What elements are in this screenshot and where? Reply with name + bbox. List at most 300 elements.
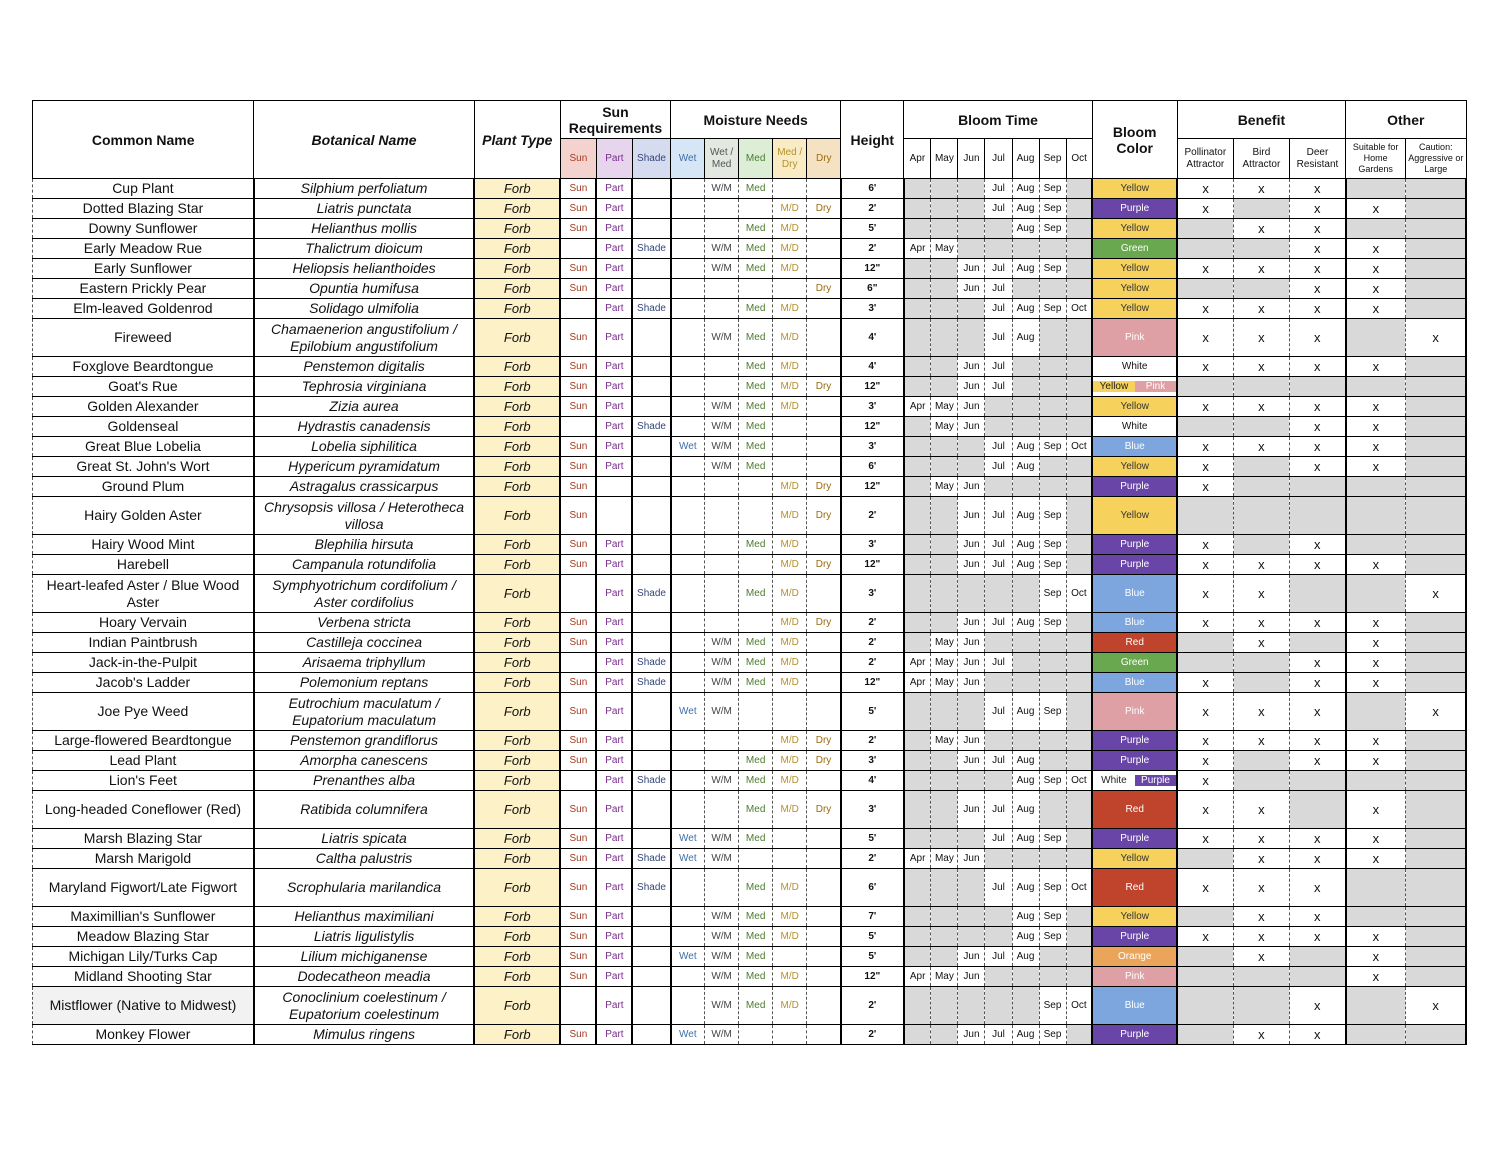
table-row [33,259,1467,279]
other-cell: x [1346,613,1406,633]
moisture-cell: M/D [773,771,807,791]
table-row [33,1025,1467,1045]
bloom-month-cell [958,179,985,199]
bloom-month-cell [958,927,985,947]
sun-cell [632,477,670,497]
bloom-color-cell: Blue [1092,437,1177,457]
other-cell [1406,751,1466,771]
botanical-name-cell: Polemonium reptans [254,673,474,693]
table-row [33,849,1467,869]
other-cell: x [1346,731,1406,751]
bloom-month-cell [1012,653,1039,673]
moisture-cell [671,927,705,947]
botanical-name-cell: Liatris punctata [254,199,474,219]
moisture-cell: W/M [705,179,739,199]
benefit-cell: x [1233,633,1289,653]
bloom-month-cell: Jul [985,299,1012,319]
sun-cell: Sun [560,907,596,927]
plant-type-cell: Forb [474,199,560,219]
benefit-cell: x [1177,457,1233,477]
plant-type-cell: Forb [474,731,560,751]
sun-cell [632,497,670,535]
plant-type-cell: Forb [474,575,560,613]
moisture-cell [807,633,841,653]
benefit-cell: x [1289,417,1345,437]
other-cell: x [1346,829,1406,849]
moisture-cell [671,417,705,437]
bloom-month-cell: May [931,239,958,259]
header-month-may: May [931,139,958,179]
moisture-cell: M/D [773,199,807,219]
height-cell: 2' [841,497,904,535]
moisture-cell: W/M [705,693,739,731]
bloom-month-cell: Oct [1066,299,1092,319]
bloom-month-cell: Apr [904,673,931,693]
other-cell [1346,477,1406,497]
moisture-cell [807,397,841,417]
other-cell: x [1346,947,1406,967]
moisture-cell: Med [739,397,773,417]
height-cell: 2' [841,731,904,751]
bloom-month-cell: Apr [904,653,931,673]
common-name-cell: Jack-in-the-Pulpit [33,653,254,673]
moisture-cell: Med [739,771,773,791]
botanical-name-cell: Heliopsis helianthoides [254,259,474,279]
bloom-month-cell: Sep [1039,299,1066,319]
botanical-name-cell: Conoclinium coelestinum / Eupatorium coelestinum [254,987,474,1025]
sun-cell [632,947,670,967]
moisture-cell [739,497,773,535]
moisture-cell: Dry [807,791,841,829]
table-row [33,771,1467,791]
bloom-month-cell: Sep [1039,869,1066,907]
other-cell [1346,319,1406,357]
benefit-cell [1177,947,1233,967]
bloom-month-cell [1066,907,1092,927]
moisture-cell: Dry [807,199,841,219]
moisture-cell: Dry [807,279,841,299]
botanical-name-cell: Eutrochium maculatum / Eupatorium maculatum [254,693,474,731]
bloom-color-cell: Purple [1092,535,1177,555]
bloom-month-cell [931,869,958,907]
common-name-cell: Large-flowered Beardtongue [33,731,254,751]
bloom-month-cell [904,219,931,239]
bloom-month-cell [1066,497,1092,535]
bloom-month-cell [904,477,931,497]
moisture-cell [807,673,841,693]
other-cell [1406,497,1466,535]
bloom-color-swatch: Pink [1135,381,1177,392]
sun-cell: Shade [632,653,670,673]
bloom-month-cell [1066,849,1092,869]
bloom-month-cell [1039,731,1066,751]
sun-cell [632,987,670,1025]
height-cell: 2' [841,849,904,869]
table-row [33,397,1467,417]
plant-type-cell: Forb [474,869,560,907]
bloom-color-cell: Yellow [1092,907,1177,927]
bloom-month-cell [1066,199,1092,219]
botanical-name-cell: Symphyotrichum cordifolium / Aster cordifolius [254,575,474,613]
plant-type-cell: Forb [474,555,560,575]
bloom-month-cell: Jun [958,497,985,535]
bloom-month-cell: Sep [1039,199,1066,219]
bloom-color-split [1093,381,1176,392]
moisture-cell: M/D [773,357,807,377]
bloom-month-cell [958,299,985,319]
benefit-cell: x [1177,575,1233,613]
bloom-month-cell [958,987,985,1025]
common-name-cell: Jacob's Ladder [33,673,254,693]
moisture-cell: Med [739,869,773,907]
bloom-month-cell: Sep [1039,829,1066,849]
plant-type-cell: Forb [474,1025,560,1045]
other-cell [1406,673,1466,693]
bloom-month-cell: Aug [1012,319,1039,357]
table-row [33,279,1467,299]
other-cell: x [1346,751,1406,771]
other-cell: x [1346,673,1406,693]
botanical-name-cell: Helianthus mollis [254,219,474,239]
moisture-cell: Dry [807,731,841,751]
bloom-month-cell [904,377,931,397]
benefit-cell [1289,377,1345,397]
other-cell: x [1406,575,1466,613]
bloom-month-cell: Jun [958,1025,985,1045]
sun-cell: Part [596,633,632,653]
bloom-month-cell [1012,849,1039,869]
moisture-cell [739,613,773,633]
bloom-month-cell [958,219,985,239]
benefit-cell: x [1177,259,1233,279]
common-name-cell: Michigan Lily/Turks Cap [33,947,254,967]
bloom-month-cell [1012,731,1039,751]
moisture-cell [705,477,739,497]
benefit-cell: x [1177,791,1233,829]
bloom-color-cell: Purple [1092,199,1177,219]
bloom-month-cell: Aug [1012,927,1039,947]
moisture-cell [705,219,739,239]
other-cell: x [1346,967,1406,987]
benefit-cell: x [1233,947,1289,967]
other-cell [1406,927,1466,947]
sun-cell: Part [596,907,632,927]
other-cell: x [1346,299,1406,319]
bloom-color-cell: Green [1092,653,1177,673]
moisture-cell [807,829,841,849]
table-row [33,633,1467,653]
bloom-month-cell [958,693,985,731]
height-cell: 2' [841,653,904,673]
bloom-month-cell: Jul [985,869,1012,907]
moisture-cell [671,791,705,829]
bloom-color-cell: Purple [1092,1025,1177,1045]
bloom-month-cell: Aug [1012,259,1039,279]
benefit-cell: x [1233,693,1289,731]
bloom-month-cell: Jun [958,653,985,673]
other-cell: x [1406,319,1466,357]
sun-cell: Sun [560,199,596,219]
plant-type-cell: Forb [474,239,560,259]
table-row [33,179,1467,199]
moisture-cell: Wet [671,829,705,849]
other-cell [1406,219,1466,239]
bloom-month-cell [1066,259,1092,279]
bloom-month-cell [904,279,931,299]
bloom-month-cell: Oct [1066,575,1092,613]
bloom-month-cell [1066,457,1092,477]
moisture-cell: M/D [773,791,807,829]
sun-cell: Part [596,397,632,417]
benefit-cell [1233,497,1289,535]
plant-type-cell: Forb [474,259,560,279]
bloom-month-cell [1012,633,1039,653]
sun-cell: Sun [560,477,596,497]
botanical-name-cell: Penstemon grandiflorus [254,731,474,751]
bloom-month-cell [1012,357,1039,377]
benefit-cell [1233,477,1289,497]
other-cell: x [1346,457,1406,477]
table-row [33,555,1467,575]
bloom-month-cell [904,987,931,1025]
sun-cell: Part [596,279,632,299]
bloom-month-cell: Aug [1012,219,1039,239]
bloom-month-cell [1066,613,1092,633]
table-row [33,497,1467,535]
botanical-name-cell: Helianthus maximiliani [254,907,474,927]
other-cell: x [1346,653,1406,673]
benefit-cell: x [1289,731,1345,751]
height-cell: 5' [841,927,904,947]
benefit-cell [1177,1025,1233,1045]
sun-cell: Sun [560,179,596,199]
moisture-cell [705,199,739,219]
sun-cell [560,771,596,791]
moisture-cell [773,437,807,457]
bloom-month-cell: Sep [1039,179,1066,199]
plant-type-cell: Forb [474,751,560,771]
sun-cell: Part [596,829,632,849]
moisture-cell: Med [739,299,773,319]
benefit-cell: x [1177,731,1233,751]
sun-cell [632,199,670,219]
bloom-month-cell [1066,829,1092,849]
bloom-month-cell [985,967,1012,987]
moisture-cell [807,357,841,377]
bloom-month-cell [1039,357,1066,377]
bloom-month-cell [904,791,931,829]
sun-cell [596,497,632,535]
bloom-month-cell: Jul [985,829,1012,849]
bloom-month-cell: Jul [985,613,1012,633]
common-name-cell: Downy Sunflower [33,219,254,239]
moisture-cell [807,575,841,613]
bloom-month-cell [904,497,931,535]
height-cell: 6' [841,457,904,477]
benefit-cell: x [1177,751,1233,771]
moisture-cell: Med [739,947,773,967]
other-cell: x [1346,791,1406,829]
other-cell [1406,357,1466,377]
benefit-cell: x [1177,437,1233,457]
header-sun: Sun [560,139,596,179]
common-name-cell: Long-headed Coneflower (Red) [33,791,254,829]
moisture-cell [807,849,841,869]
benefit-cell: x [1289,199,1345,219]
bloom-month-cell: Aug [1012,1025,1039,1045]
plant-type-cell: Forb [474,357,560,377]
plant-type-cell: Forb [474,771,560,791]
bloom-month-cell: Sep [1039,927,1066,947]
moisture-cell [671,279,705,299]
bloom-month-cell [931,927,958,947]
sun-cell [632,357,670,377]
bloom-month-cell [985,575,1012,613]
botanical-name-cell: Lobelia siphilitica [254,437,474,457]
sun-cell: Part [596,613,632,633]
table-row [33,575,1467,613]
moisture-cell [705,535,739,555]
moisture-cell [671,179,705,199]
other-cell [1346,907,1406,927]
other-cell [1406,633,1466,653]
height-cell: 3' [841,575,904,613]
sun-cell: Shade [632,239,670,259]
common-name-cell: Great Blue Lobelia [33,437,254,457]
table-row [33,751,1467,771]
sun-cell: Part [596,319,632,357]
bloom-month-cell [931,259,958,279]
benefit-cell [1233,771,1289,791]
table-row [33,613,1467,633]
bloom-month-cell: Aug [1012,179,1039,199]
bloom-month-cell [931,947,958,967]
sun-cell [632,437,670,457]
sun-cell: Sun [560,219,596,239]
moisture-cell: W/M [705,967,739,987]
benefit-cell [1177,417,1233,437]
height-cell: 12" [841,967,904,987]
moisture-cell: M/D [773,219,807,239]
moisture-cell: W/M [705,987,739,1025]
bloom-month-cell [931,987,958,1025]
moisture-cell: W/M [705,259,739,279]
sun-cell [632,927,670,947]
bloom-month-cell [1066,731,1092,751]
header-bird-attractor: Bird Attractor [1233,139,1289,179]
benefit-cell: x [1289,849,1345,869]
bloom-month-cell [904,437,931,457]
bloom-month-cell: Jun [958,751,985,771]
other-cell [1346,219,1406,239]
moisture-cell [739,279,773,299]
sun-cell [596,477,632,497]
botanical-name-cell: Liatris spicata [254,829,474,849]
bloom-month-cell [958,437,985,457]
other-cell: x [1346,927,1406,947]
header-bloom-color: Bloom Color [1092,101,1177,179]
native-plant-table [32,100,1467,1045]
header-month-sep: Sep [1039,139,1066,179]
bloom-month-cell: Aug [1012,907,1039,927]
other-cell [1346,535,1406,555]
bloom-month-cell: May [931,673,958,693]
bloom-month-cell [1039,653,1066,673]
moisture-cell: Med [739,357,773,377]
bloom-month-cell: Jul [985,259,1012,279]
sun-cell: Part [596,179,632,199]
plant-type-cell: Forb [474,179,560,199]
moisture-cell: Wet [671,693,705,731]
sun-cell: Sun [560,849,596,869]
benefit-cell [1177,239,1233,259]
benefit-cell [1233,457,1289,477]
height-cell: 3' [841,299,904,319]
benefit-cell: x [1233,613,1289,633]
other-cell [1406,967,1466,987]
bloom-month-cell [1066,653,1092,673]
bloom-month-cell: Sep [1039,771,1066,791]
benefit-cell: x [1233,731,1289,751]
bloom-month-cell [958,575,985,613]
moisture-cell: Med [739,751,773,771]
bloom-month-cell [1066,927,1092,947]
table-row [33,417,1467,437]
sun-cell [632,693,670,731]
bloom-month-cell [1012,673,1039,693]
botanical-name-cell: Amorpha canescens [254,751,474,771]
bloom-month-cell [931,751,958,771]
bloom-month-cell [985,987,1012,1025]
table-row [33,377,1467,397]
header-suitable-home-gardens: Suitable for Home Gardens [1346,139,1406,179]
plant-table-container [32,100,1467,1045]
common-name-cell: Goat's Rue [33,377,254,397]
bloom-month-cell [1039,279,1066,299]
bloom-color-cell: Blue [1092,673,1177,693]
height-cell: 5' [841,693,904,731]
table-row [33,791,1467,829]
bloom-month-cell: Jul [985,179,1012,199]
table-row [33,199,1467,219]
moisture-cell [807,869,841,907]
moisture-cell [671,535,705,555]
bloom-color-cell: Yellow [1092,397,1177,417]
plant-type-cell: Forb [474,477,560,497]
bloom-month-cell [1012,279,1039,299]
other-cell [1346,497,1406,535]
bloom-month-cell [904,771,931,791]
moisture-cell: W/M [705,633,739,653]
sun-cell: Part [596,967,632,987]
common-name-cell: Fireweed [33,319,254,357]
height-cell: 2' [841,239,904,259]
sun-cell [632,633,670,653]
bloom-month-cell: Jul [985,377,1012,397]
other-cell [1406,377,1466,397]
moisture-cell: W/M [705,417,739,437]
botanical-name-cell: Castilleja coccinea [254,633,474,653]
moisture-cell: W/M [705,239,739,259]
other-cell: x [1346,633,1406,653]
moisture-cell [705,299,739,319]
header-bloom-time: Bloom Time [904,101,1092,139]
common-name-cell: Dotted Blazing Star [33,199,254,219]
bloom-month-cell: Jun [958,417,985,437]
bloom-month-cell [904,633,931,653]
moisture-cell: Med [739,179,773,199]
benefit-cell: x [1177,693,1233,731]
